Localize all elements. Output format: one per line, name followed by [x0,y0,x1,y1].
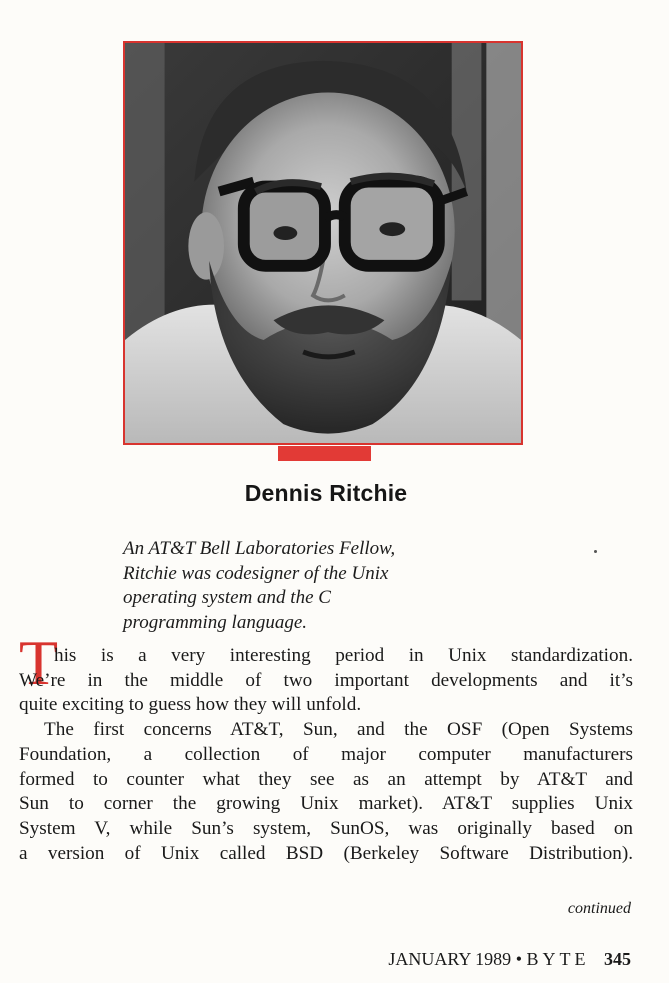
paragraph-1 [19,644,633,669]
body-line: formed to counter what they see as an attempt by AT&T and [19,768,633,790]
bio-caption [123,537,543,635]
page-number: 345 [604,949,631,969]
paragraph-2 [19,718,633,866]
article-body [19,644,633,866]
caption-line: programming language. [123,611,308,633]
red-accent-tab [278,446,371,461]
body-line: System V, while Sun’s system, SunOS, was originally based on [19,817,633,839]
body-line: We’re in the middle of two important developments and it’s [19,669,633,691]
caption-line: An AT&T Bell Laboratories Fellow, [123,538,396,559]
body-line: quite exciting to guess how they will unfold. [19,694,362,716]
continued-label: continued [567,900,631,917]
footer-separator: • [515,949,522,969]
body-line: Sun to corner the growing Unix market). AT&T supplies Unix [19,793,633,815]
caption-line: operating system and the C [123,587,331,608]
issue-date: JANUARY 1989 [388,949,512,969]
portrait-photo [123,41,523,445]
print-speck [594,550,597,553]
body-line: a version of Unix called BSD (Berkeley Software Distribution). [19,842,633,864]
magazine-name: BYTE [526,949,590,969]
caption-line: Ritchie was codesigner of the Unix [123,562,389,584]
body-line: Foundation, a collection of major computer manufacturers [19,743,633,765]
page-title: Dennis Ritchie [244,480,408,506]
body-line: The first concerns AT&T, Sun, and the OSF (Open Systems [44,719,633,741]
portrait-photo-icon [125,43,521,443]
page-footer [388,949,631,970]
drop-cap: T [19,627,59,698]
body-line: his is a very interesting period in Unix standardization. [54,645,633,666]
